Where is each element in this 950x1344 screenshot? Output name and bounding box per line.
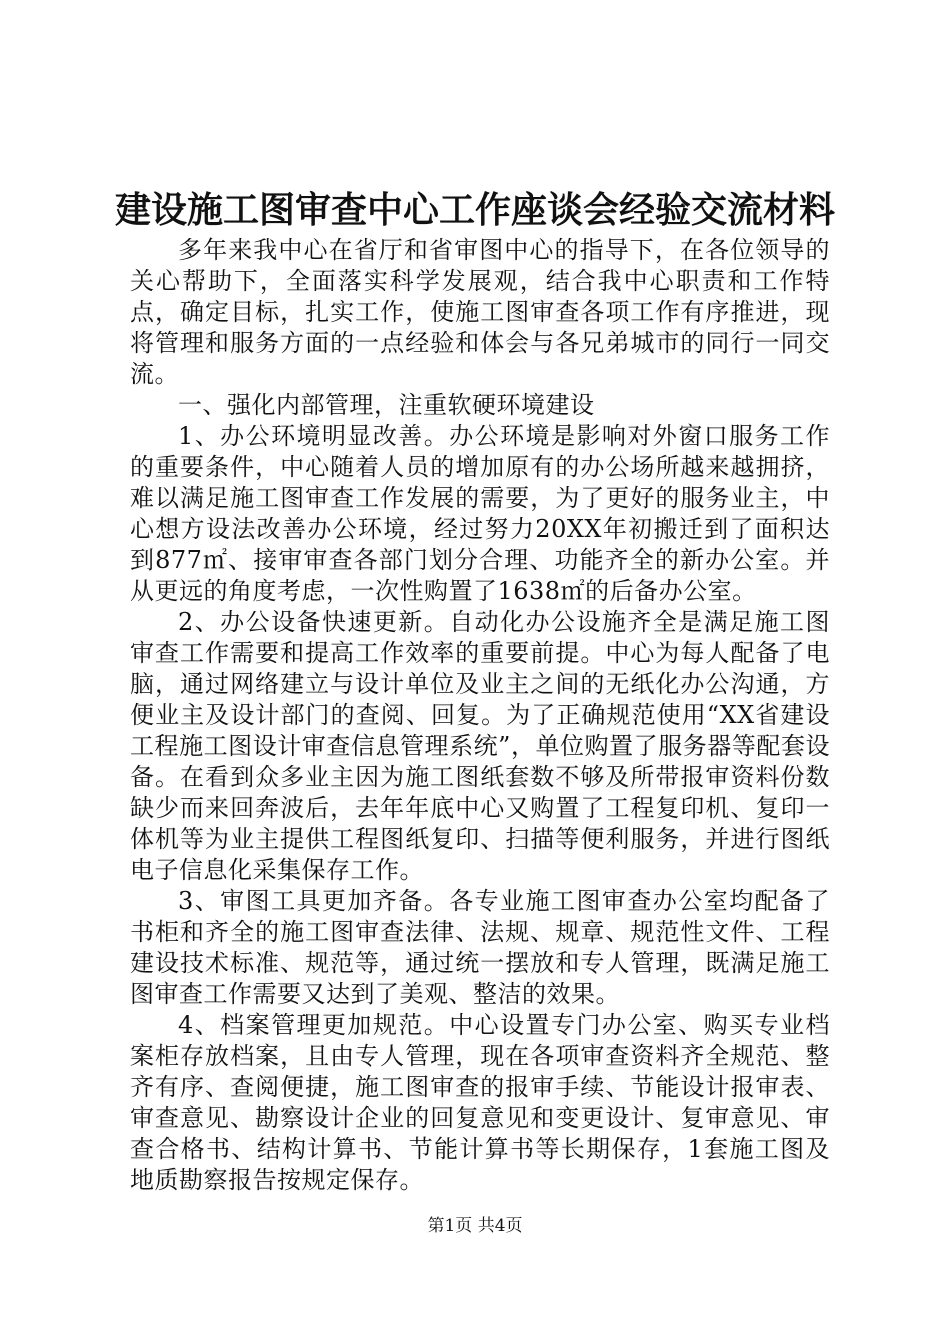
paragraph-office-equipment: 2、办公设备快速更新。自动化办公设施齐全是满足施工图审查工作需要和提高工作效率的重要前提。中心为每人配备了电脑，通过网络建立与设计单位及业主之间的无纸化办公沟通，方便业主及设计部门的查阅、回复。为了正确规范使用“XX省建设工程施工图设计审查信息管理系统”，单位购置了服务器等配套设备。在看到众多业主因为施工图纸套数不够及所带报审资料份数缺少而来回奔波后，去年年底中心又购置了工程复印机、复印一体机等为业主提供工程图纸复印、扫描等便利服务，并进行图纸电子信息化采集保存工作。 xyxy=(130,608,830,884)
paragraph-office-environment: 1、办公环境明显改善。办公环境是影响对外窗口服务工作的重要条件，中心随着人员的增加原有的办公场所越来越拥挤，难以满足施工图审查工作发展的需要，为了更好的服务业主，中心想方设法改善办公环境，经过努力20XX年初搬迁到了面积达到877㎡、接审审查各部门划分合理、功能齐全的新办公室。并从更远的角度考虑，一次性购置了1638㎡的后备办公室。 xyxy=(130,422,830,605)
document-title: 建设施工图审查中心工作座谈会经验交流材料 xyxy=(114,189,835,231)
section-heading: 一、强化内部管理，注重软硬环境建设 xyxy=(178,391,595,419)
paragraph-review-tools: 3、审图工具更加齐备。各专业施工图审查办公室均配备了书柜和齐全的施工图审查法律、法规、规章、规范性文件、工程建设技术标准、规范等，通过统一摆放和专人管理，既满足施工图审查工作需要又达到了美观、整洁的效果。 xyxy=(130,887,830,1008)
paragraph-archive-management: 4、档案管理更加规范。中心设置专门办公室、购买专业档案柜存放档案，且由专人管理，现在各项审查资料齐全规范、整齐有序、查阅便捷，施工图审查的报审手续、节能设计报审表、审查意见、勘察设计企业的回复意见和变更设计、复审意见、审查合格书、结构计算书、节能计算书等长期保存，1套施工图及地质勘察报告按规定保存。 xyxy=(130,1011,830,1194)
document-body xyxy=(130,235,830,1196)
page-number-footer: 第1页 共4页 xyxy=(427,1216,523,1236)
intro-paragraph: 多年来我中心在省厅和省审图中心的指导下，在各位领导的关心帮助下，全面落实科学发展观，结合我中心职责和工作特点，确定目标，扎实工作，使施工图审查各项工作有序推进，现将管理和服务方面的一点经验和体会与各兄弟城市的同行一同交流。 xyxy=(130,236,830,388)
